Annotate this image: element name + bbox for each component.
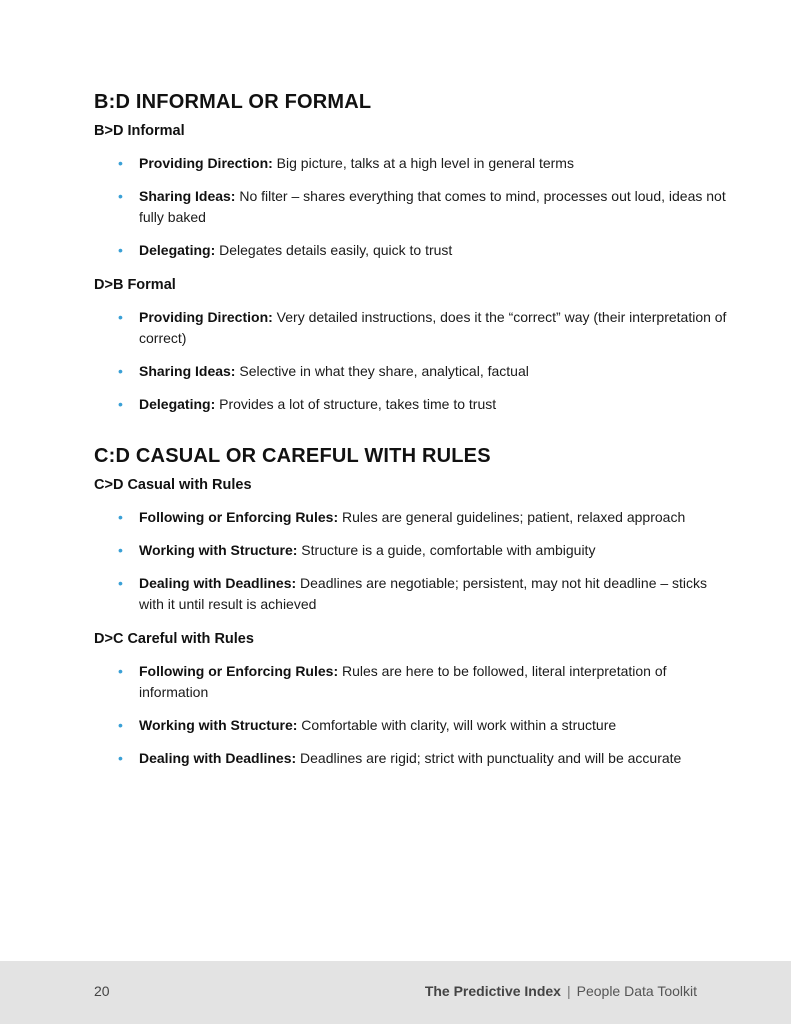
brand-name: The Predictive Index bbox=[424, 983, 561, 999]
document-body bbox=[94, 89, 734, 797]
section-bd bbox=[94, 89, 734, 415]
group-heading: D>B Formal bbox=[94, 277, 176, 293]
bullet-list bbox=[94, 661, 734, 769]
list-item: • Following or Enforcing Rules: Rules are general guidelines; patient, relaxed approach bbox=[94, 507, 734, 528]
group-b-over-d bbox=[94, 121, 734, 261]
list-item: • Following or Enforcing Rules: Rules are here to be followed, literal interpretation of information bbox=[118, 663, 667, 700]
bullet-dot-icon: • bbox=[118, 575, 123, 591]
bullet-dot-icon: • bbox=[118, 750, 123, 766]
bullet-list bbox=[94, 507, 734, 615]
bullet-dot-icon: • bbox=[118, 309, 123, 325]
bullet-dot-icon: • bbox=[118, 242, 123, 258]
page-footer bbox=[0, 961, 791, 1024]
list-item: • Providing Direction: Big picture, talks at a high level in general terms bbox=[94, 153, 734, 174]
bullet-dot-icon: • bbox=[118, 663, 123, 679]
bullet-dot-icon: • bbox=[118, 717, 123, 733]
bullet-dot-icon: • bbox=[118, 155, 123, 171]
footer-brand bbox=[425, 983, 697, 999]
bullet-list bbox=[94, 153, 734, 261]
document-title: People Data Toolkit bbox=[576, 983, 697, 999]
group-heading: D>C Careful with Rules bbox=[94, 631, 254, 647]
group-d-over-c bbox=[94, 629, 734, 769]
list-item: • Providing Direction: Very detailed instructions, does it the “correct” way (their interpretation of correct) bbox=[118, 309, 727, 346]
footer-separator: | bbox=[566, 983, 571, 999]
bullet-list bbox=[94, 307, 734, 415]
bullet-dot-icon: • bbox=[118, 363, 123, 379]
section-title: C:D CASUAL OR CAREFUL WITH RULES bbox=[94, 445, 491, 467]
bullet-dot-icon: • bbox=[118, 509, 123, 525]
group-c-over-d bbox=[94, 475, 734, 615]
page-number: 20 bbox=[94, 983, 110, 999]
list-item: • Sharing Ideas: No filter – shares everything that comes to mind, processes out loud, ideas not fully baked bbox=[118, 188, 726, 225]
list-item: • Delegating: Delegates details easily, quick to trust bbox=[94, 240, 734, 261]
group-d-over-b bbox=[94, 275, 734, 415]
section-cd bbox=[94, 443, 734, 769]
list-item: • Sharing Ideas: Selective in what they share, analytical, factual bbox=[94, 361, 734, 382]
list-item: • Delegating: Provides a lot of structure, takes time to trust bbox=[94, 394, 734, 415]
section-title: B:D INFORMAL OR FORMAL bbox=[94, 91, 372, 113]
group-heading: B>D Informal bbox=[94, 123, 185, 139]
list-item: • Working with Structure: Comfortable with clarity, will work within a structure bbox=[94, 715, 734, 736]
group-heading: C>D Casual with Rules bbox=[94, 477, 252, 493]
bullet-dot-icon: • bbox=[118, 188, 123, 204]
bullet-dot-icon: • bbox=[118, 542, 123, 558]
list-item: • Dealing with Deadlines: Deadlines are negotiable; persistent, may not hit deadline – sticks with it until result is achieved bbox=[118, 575, 708, 612]
bullet-dot-icon: • bbox=[118, 396, 123, 412]
list-item: • Working with Structure: Structure is a guide, comfortable with ambiguity bbox=[94, 540, 734, 561]
list-item: • Dealing with Deadlines: Deadlines are rigid; strict with punctuality and will be accurate bbox=[94, 748, 734, 769]
